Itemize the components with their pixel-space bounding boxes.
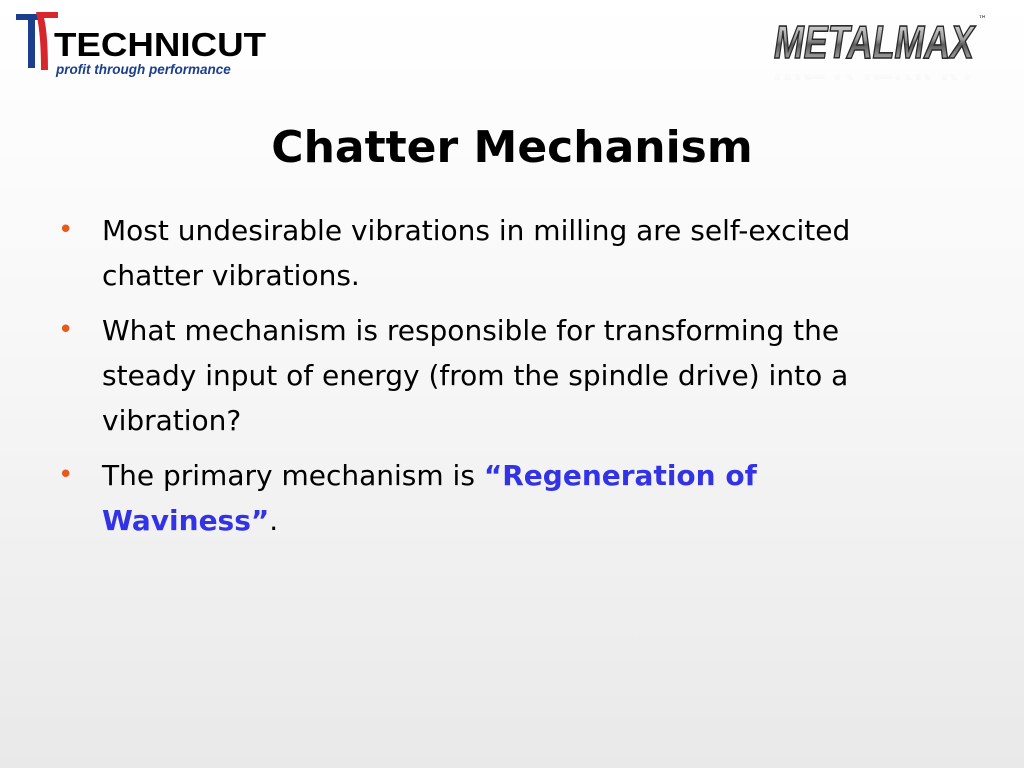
trademark-symbol: ™ [978,15,987,25]
bullet-icon: • [58,215,74,245]
bullet-text-after: . [269,504,279,537]
bullet-text [102,459,757,537]
metalmax-logo [752,8,1004,80]
technicut-logo [14,10,274,80]
bullet-list [56,208,936,553]
bullet-text: What mechanism is responsible for transforming the steady input of energy (from the spindle drive) into a vibration? [102,314,849,437]
highlight-term: “Regeneration of Waviness” [102,459,757,537]
bullet-item [56,453,936,543]
bullet-item [56,208,936,298]
metalmax-wordmark: METALMAX [774,16,976,68]
technicut-wordmark: TECHNICUT [54,26,266,63]
technicut-mark-icon [16,12,58,70]
bullet-text: Most undesirable vibrations in milling are self-excited chatter vibrations. [102,214,851,292]
slide-title: Chatter Mechanism [271,122,753,173]
bullet-icon: • [58,460,74,490]
bullet-item [56,308,936,443]
bullet-text-before: The primary mechanism is [102,459,484,492]
technicut-tagline: profit through performance [56,62,231,77]
bullet-icon: • [58,315,74,345]
